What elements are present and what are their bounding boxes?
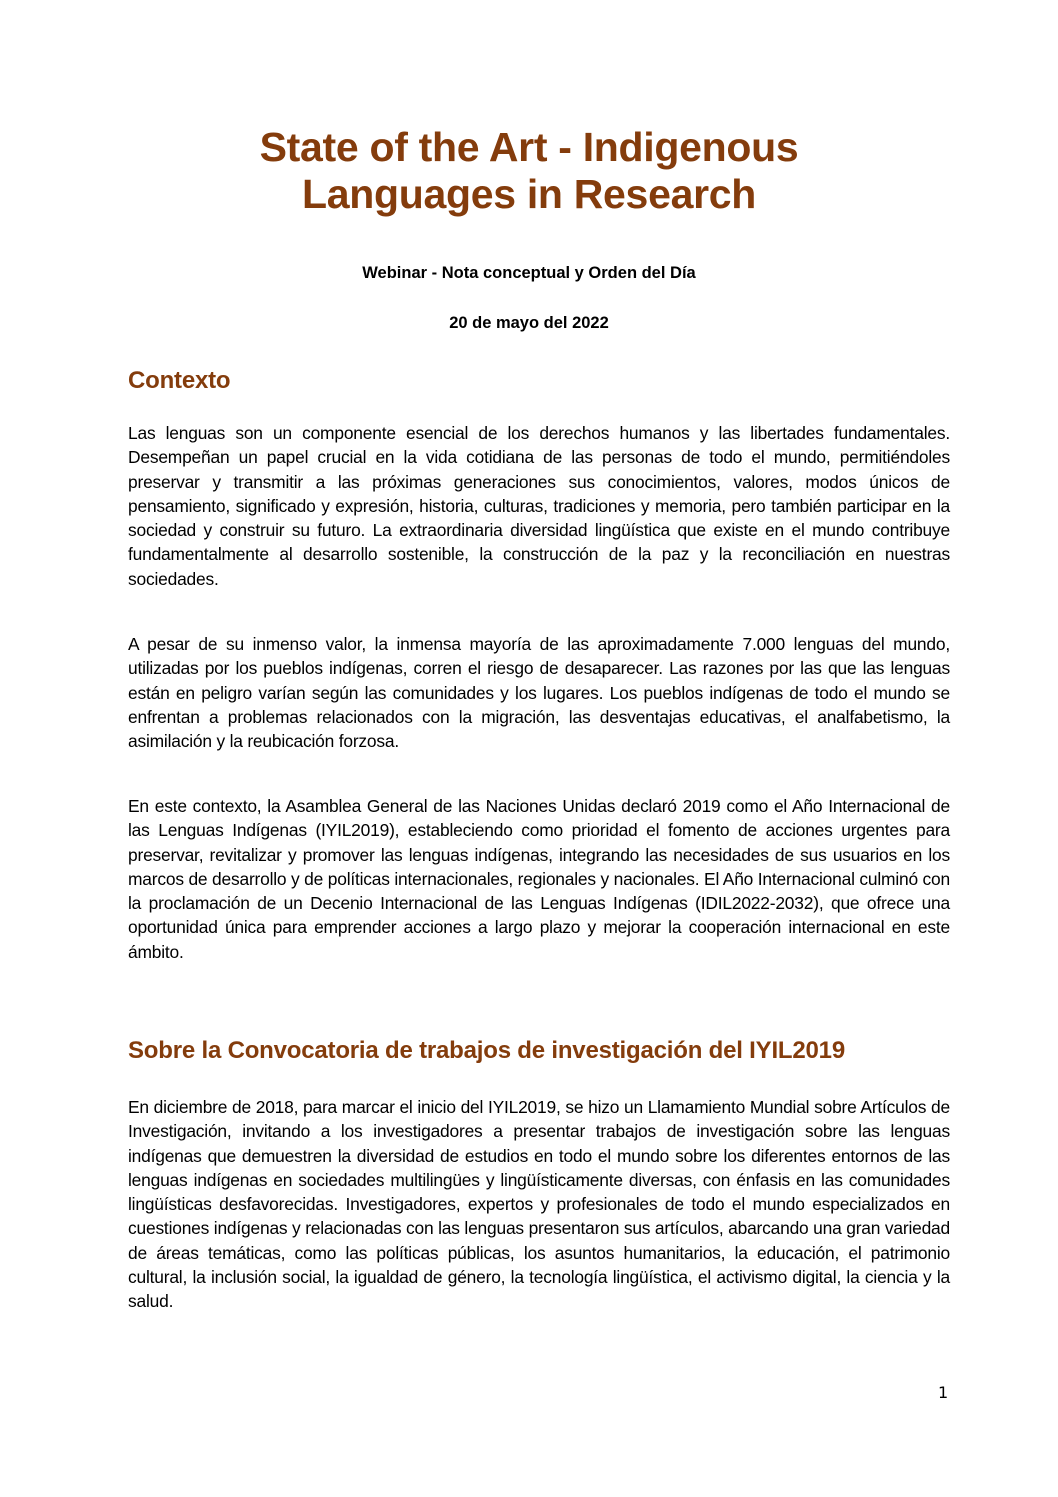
section-heading-convocatoria: Sobre la Convocatoria de trabajos de investigación del IYIL2019 bbox=[128, 1037, 845, 1064]
page-number: 1 bbox=[938, 1383, 949, 1402]
document-subtitle: Webinar - Nota conceptual y Orden del Día bbox=[362, 264, 696, 282]
paragraph: A pesar de su inmenso valor, la inmensa mayoría de las aproximadamente 7.000 lenguas del mundo, utilizadas por los pueblos indígenas, corren el riesgo de desaparecer. Las razones por las que las lenguas están en peligro varían según las comunidades y los lugares. Los pueblos indígenas de todo el mundo se enfrentan a problemas relacionados con la migración, las desventajas educativas, el analfabetismo, la asimilación y la reubicación forzosa. bbox=[128, 634, 950, 752]
paragraph: En este contexto, la Asamblea General de las Naciones Unidas declaró 2019 como el Año Internacional de las Lenguas Indígenas (IYIL2019), estableciendo como prioridad el fomento de acciones urgentes para preservar, revitalizar y promover las lenguas indígenas, integrando las necesidades de sus usuarios en los marcos de desarrollo y de políticas internacionales, regionales y nacionales. El Año Internacional culminó con la proclamación de un Decenio Internacional de las Lenguas Indígenas (IDIL2022-2032), que ofrece una oportunidad única para emprender acciones a largo plazo y mejorar la cooperación internacional en este ámbito. bbox=[128, 796, 950, 962]
paragraph: Las lenguas son un componente esencial de los derechos humanos y las libertades fundamentales. Desempeñan un papel crucial en la vida cotidiana de las personas de todo el mundo, permitiéndoles preservar y transmitir a las próximas generaciones sus conocimientos, valores, modos únicos de pensamiento, significado y expresión, historia, culturas, tradiciones y memoria, pero también participar en la sociedad y construir su futuro. La extraordinaria diversidad lingüística que existe en el mundo contribuye fundamentalmente al desarrollo sostenible, la construcción de la paz y la reconciliación en nuestras sociedades. bbox=[128, 423, 950, 589]
document-title bbox=[0, 124, 1058, 218]
title-line-2: Languages in Research bbox=[302, 171, 756, 217]
document-date: 20 de mayo del 2022 bbox=[449, 314, 609, 332]
paragraph: En diciembre de 2018, para marcar el inicio del IYIL2019, se hizo un Llamamiento Mundial sobre Artículos de Investigación, invitando a los investigadores a presentar trabajos de investigación sobre las lenguas indígenas que demuestren la diversidad de estudios en todo el mundo sobre los diferentes entornos de las lenguas indígenas en sociedades multilingües y lingüísticamente diversas, con énfasis en las comunidades lingüísticas desfavorecidas. Investigadores, expertos y profesionales de todo el mundo especializados en cuestiones indígenas y relacionadas con las lenguas presentaron sus artículos, abarcando una gran variedad de áreas temáticas, como las políticas públicas, los asuntos humanitarios, la educación, el patrimonio cultural, la inclusión social, la igualdad de género, la tecnología lingüística, el activismo digital, la ciencia y la salud. bbox=[128, 1097, 950, 1312]
section-heading-contexto: Contexto bbox=[128, 367, 231, 394]
title-line-1: State of the Art - Indigenous bbox=[259, 124, 799, 170]
